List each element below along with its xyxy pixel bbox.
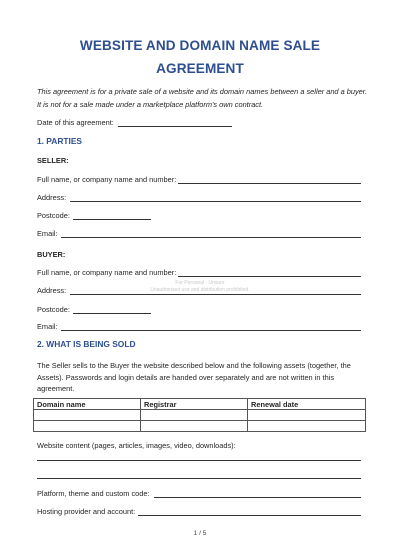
buyer-full-name-field[interactable] <box>178 276 361 277</box>
watermark <box>0 280 400 294</box>
document-title-line-1: WEBSITE AND DOMAIN NAME SALE <box>79 38 321 53</box>
seller-label: SELLER: <box>37 156 69 165</box>
seller-postcode-label: Postcode: <box>37 211 70 220</box>
table-row <box>34 421 366 432</box>
buyer-postcode-field[interactable] <box>73 313 151 314</box>
seller-postcode-field[interactable] <box>73 219 151 220</box>
buyer-label: BUYER: <box>37 250 66 259</box>
website-content-label: Website content (pages, articles, images, video, downloads): <box>37 441 236 450</box>
seller-address-label: Address: <box>37 193 67 202</box>
website-content-field-line-1[interactable] <box>37 460 361 461</box>
watermark-line-2: Unauthorised use and distribution prohibited. <box>150 287 250 293</box>
buyer-full-name-label: Full name, or company name and number: <box>37 268 177 277</box>
table-row <box>34 410 366 421</box>
seller-full-name-label: Full name, or company name and number: <box>37 175 177 184</box>
table-header-domain-name: Domain name <box>34 399 141 410</box>
table-cell[interactable] <box>34 410 141 421</box>
section-2-heading: 2. WHAT IS BEING SOLD <box>37 339 136 349</box>
date-label: Date of this agreement: <box>37 118 114 127</box>
table-header-row <box>34 399 366 410</box>
buyer-address-label: Address: <box>37 286 67 295</box>
page-number: 1 / 5 <box>193 530 207 537</box>
document-title-line-2: AGREEMENT <box>156 61 244 76</box>
section-1-heading: 1. PARTIES <box>37 136 82 146</box>
watermark-line-1: For Personal - Unsure <box>175 280 225 286</box>
seller-email-field[interactable] <box>61 237 361 238</box>
buyer-postcode-label: Postcode: <box>37 305 70 314</box>
website-content-field-line-2[interactable] <box>37 478 361 479</box>
table-cell[interactable] <box>248 421 366 432</box>
table-cell[interactable] <box>141 410 248 421</box>
table-cell[interactable] <box>34 421 141 432</box>
hosting-label: Hosting provider and account: <box>37 507 136 516</box>
buyer-email-label: Email: <box>37 322 58 331</box>
seller-address-field[interactable] <box>70 201 361 202</box>
platform-label: Platform, theme and custom code: <box>37 489 150 498</box>
buyer-email-field[interactable] <box>61 330 361 331</box>
seller-email-label: Email: <box>37 229 58 238</box>
table-header-registrar: Registrar <box>141 399 248 410</box>
section-2-paragraph: The Seller sells to the Buyer the website described below and the following assets (together, the Assets). Passwords and login details are handed over separately and are not written in this agreement. <box>37 361 351 393</box>
table-cell[interactable] <box>141 421 248 432</box>
table-cell[interactable] <box>248 410 366 421</box>
seller-full-name-field[interactable] <box>178 183 361 184</box>
domain-table <box>33 398 366 432</box>
hosting-field[interactable] <box>138 515 361 516</box>
table-header-renewal-date: Renewal date <box>248 399 366 410</box>
platform-field[interactable] <box>154 497 361 498</box>
intro-paragraph: This agreement is for a private sale of a website and its domain names between a seller and a buyer. It is not for a sale made under a marketplace platform's own contract. <box>37 87 368 109</box>
date-field[interactable] <box>118 126 232 127</box>
buyer-address-field[interactable] <box>70 294 361 295</box>
